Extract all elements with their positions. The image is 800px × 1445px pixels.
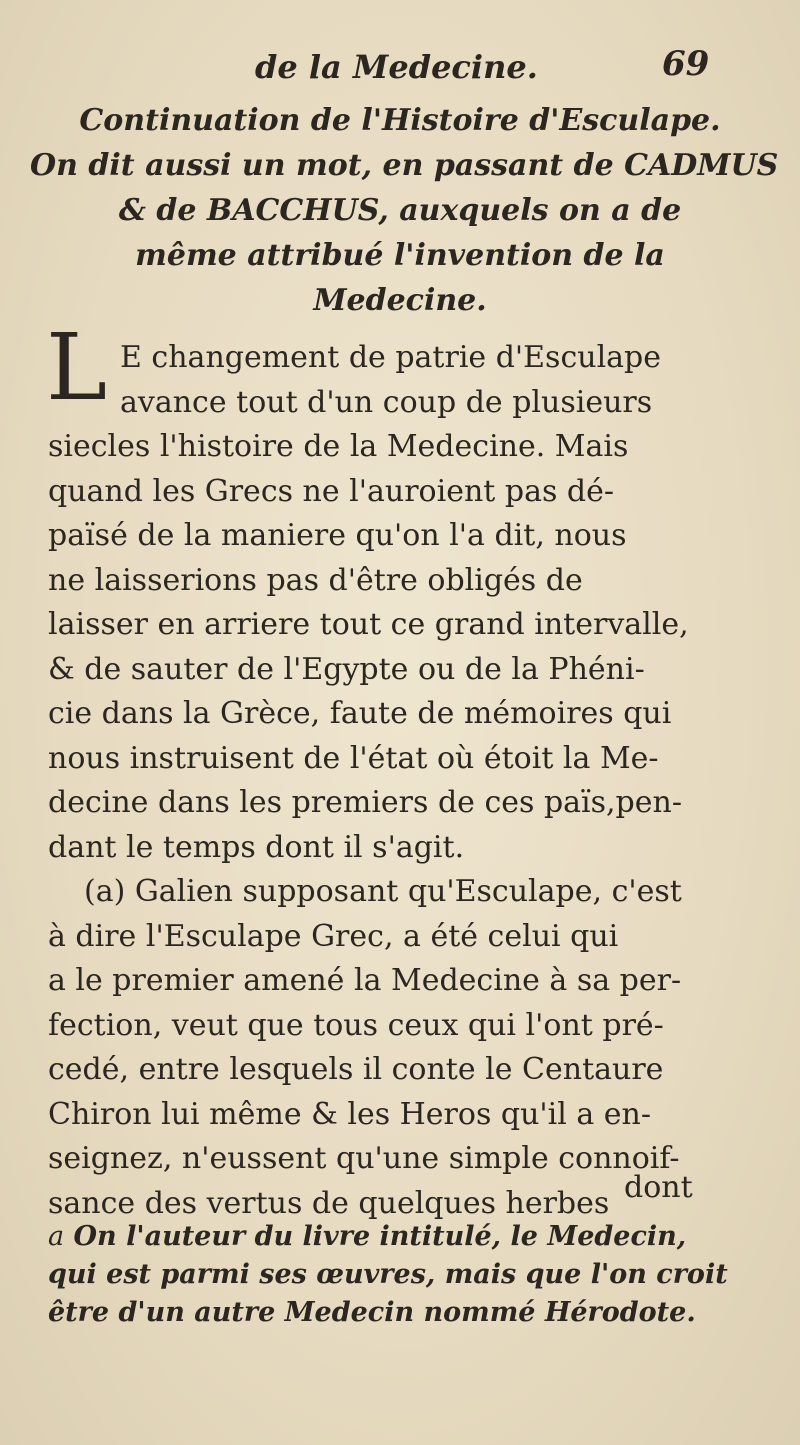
footnote-line: qui est parmi ses œuvres, mais que l'on croit: [48, 1259, 728, 1290]
text-line: a le premier amené la Medecine à sa per-: [48, 963, 682, 998]
page-header: [0, 40, 800, 90]
text-line: cedé, entre lesquels il conte le Centaure: [48, 1052, 664, 1087]
text-line: avance tout d'un coup de plusieurs: [120, 384, 653, 420]
footnote-marker: a: [48, 1221, 65, 1252]
footnote-line: [48, 1218, 728, 1256]
text-line: & de sauter de l'Egypte ou de la Phéni-: [48, 651, 645, 687]
text-line: nous instruisent de l'état où étoit la Me-: [48, 740, 659, 776]
text-line: ne laisserions pas d'être obligés de: [48, 562, 583, 598]
drop-capital: L: [46, 314, 108, 421]
text-line: à dire l'Esculape Grec, a été celui qui: [48, 918, 619, 954]
text-line: decine dans les premiers de ces païs,pen-: [48, 785, 682, 820]
chapter-title-line: Continuation de l'Histoire d'Esculape.: [79, 103, 721, 138]
text-line: païsé de la maniere qu'on l'a dit, nous: [48, 518, 627, 553]
text-line: seignez, n'eussent qu'une simple connoif-: [48, 1141, 680, 1176]
text-line: fection, veut que tous ceux qui l'ont pré-: [48, 1007, 664, 1043]
chapter-title: [30, 98, 779, 323]
chapter-title-line: & de BACCHUS, auxquels on a de: [118, 193, 682, 228]
text-line: laisser en arriere tout ce grand intervalle,: [48, 607, 689, 642]
text-line: siecles l'histoire de la Medecine. Mais: [48, 429, 629, 464]
text-line: sance des vertus de quelques herbes: [48, 1185, 610, 1221]
body-text: [48, 336, 708, 1226]
footnote-text: On l'auteur du livre intitulé, le Medecin,: [73, 1221, 687, 1252]
text-line: E changement de patrie d'Esculape: [120, 340, 662, 375]
chapter-title-line: même attribué l'invention de la: [135, 238, 665, 273]
text-line: cie dans la Grèce, faute de mémoires qui: [48, 696, 672, 731]
text-line: (a) Galien supposant qu'Esculape, c'est: [84, 874, 682, 909]
running-title: de la Medecine.: [255, 48, 538, 86]
text-line: quand les Grecs ne l'auroient pas dé-: [48, 473, 614, 509]
text-line: dant le temps dont il s'agit.: [48, 829, 465, 865]
footnote-line: être d'un autre Medecin nommé Hérodote.: [48, 1297, 696, 1328]
footnote: [48, 1218, 728, 1332]
page-number: 69: [662, 44, 710, 84]
text-line: Chiron lui même & les Heros qu'il a en-: [48, 1096, 652, 1132]
chapter-title-line: On dit aussi un mot, en passant de CADMUS: [30, 148, 779, 183]
catchword: dont: [624, 1170, 693, 1205]
chapter-title-line: Medecine.: [313, 283, 487, 318]
